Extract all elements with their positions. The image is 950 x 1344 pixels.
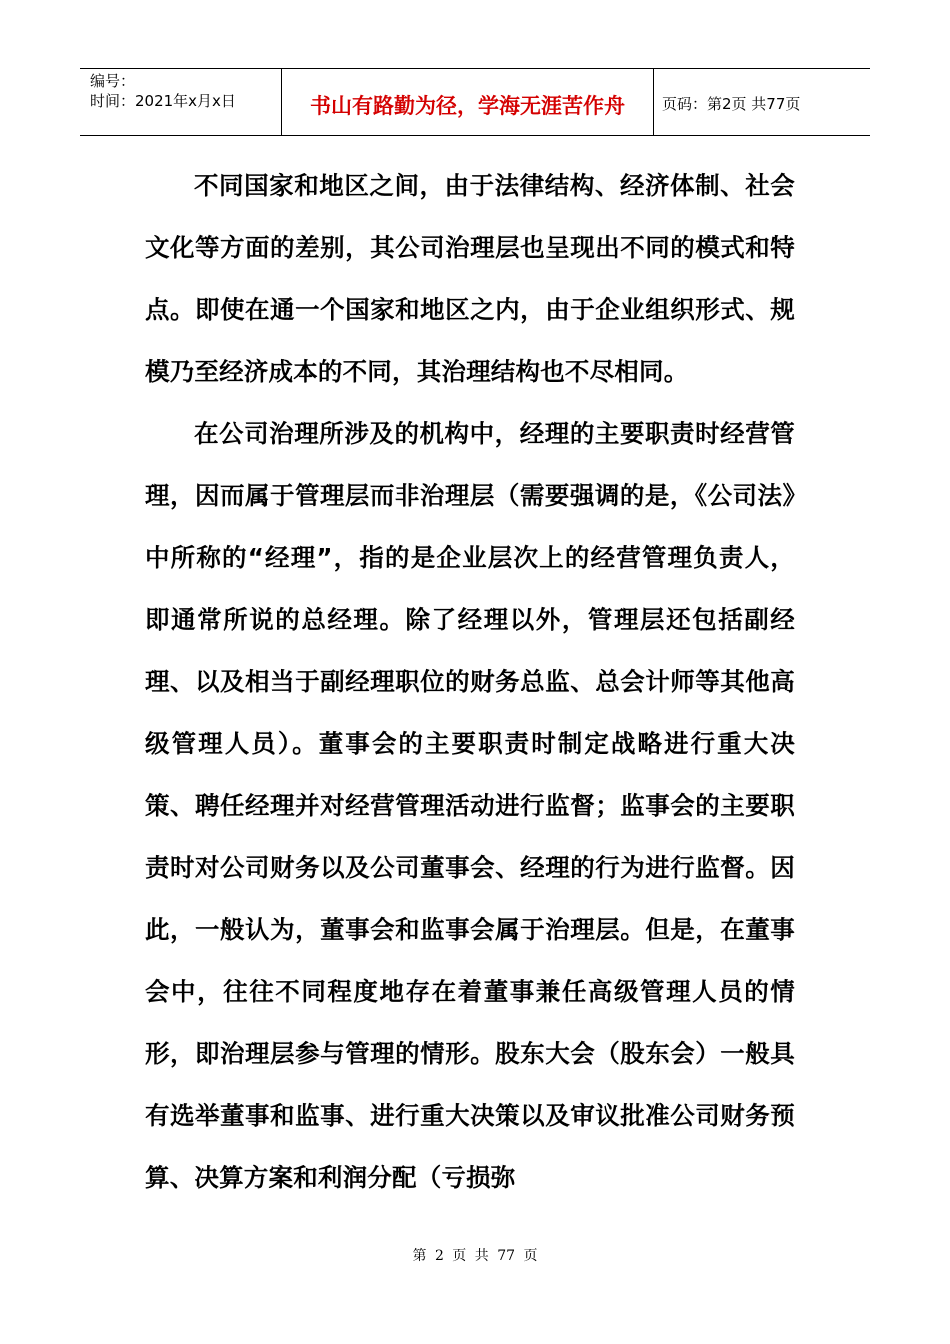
document-date-label: 时间：2021年x月x日: [90, 92, 236, 110]
header-meta-cell: [80, 69, 282, 135]
body-paragraph-1: 不同国家和地区之间，由于法律结构、经济体制、社会文化等方面的差别，其公司治理层也呈现出不同的模式和特点。即使在通一个国家和地区之内，由于企业组织形式、规模乃至经济成本的不同，其治理结构也不尽相同。: [145, 171, 795, 386]
page-footer: 第 2 页 共 77 页: [412, 1248, 538, 1264]
header-motto: 书山有路勤为径，学海无涯苦作舟: [282, 69, 654, 135]
document-number-label: 编号：: [90, 72, 136, 90]
page-header: [80, 68, 870, 136]
document-body: [145, 155, 795, 1209]
header-page-number: 页码：第2页 共77页: [662, 94, 801, 113]
body-paragraph-2: 在公司治理所涉及的机构中，经理的主要职责时经营管理，因而属于管理层而非治理层（需要强调的是，《公司法》中所称的“经理”，指的是企业层次上的经营管理负责人，即通常所说的总经理。除了经理以外，管理层还包括副经理、以及相当于副经理职位的财务总监、总会计师等其他高级管理人员）。董事会的主要职责时制定战略进行重大决策、聘任经理并对经营管理活动进行监督；监事会的主要职责时对公司财务以及公司董事会、经理的行为进行监督。因此，一般认为，董事会和监事会属于治理层。但是，在董事会中，往往不同程度地存在着董事兼任高级管理人员的情形，即治理层参与管理的情形。股东大会（股东会）一般具有选举董事和监事、进行重大决策以及审议批准公司财务预算、决算方案和利润分配（亏损弥: [145, 419, 795, 1192]
